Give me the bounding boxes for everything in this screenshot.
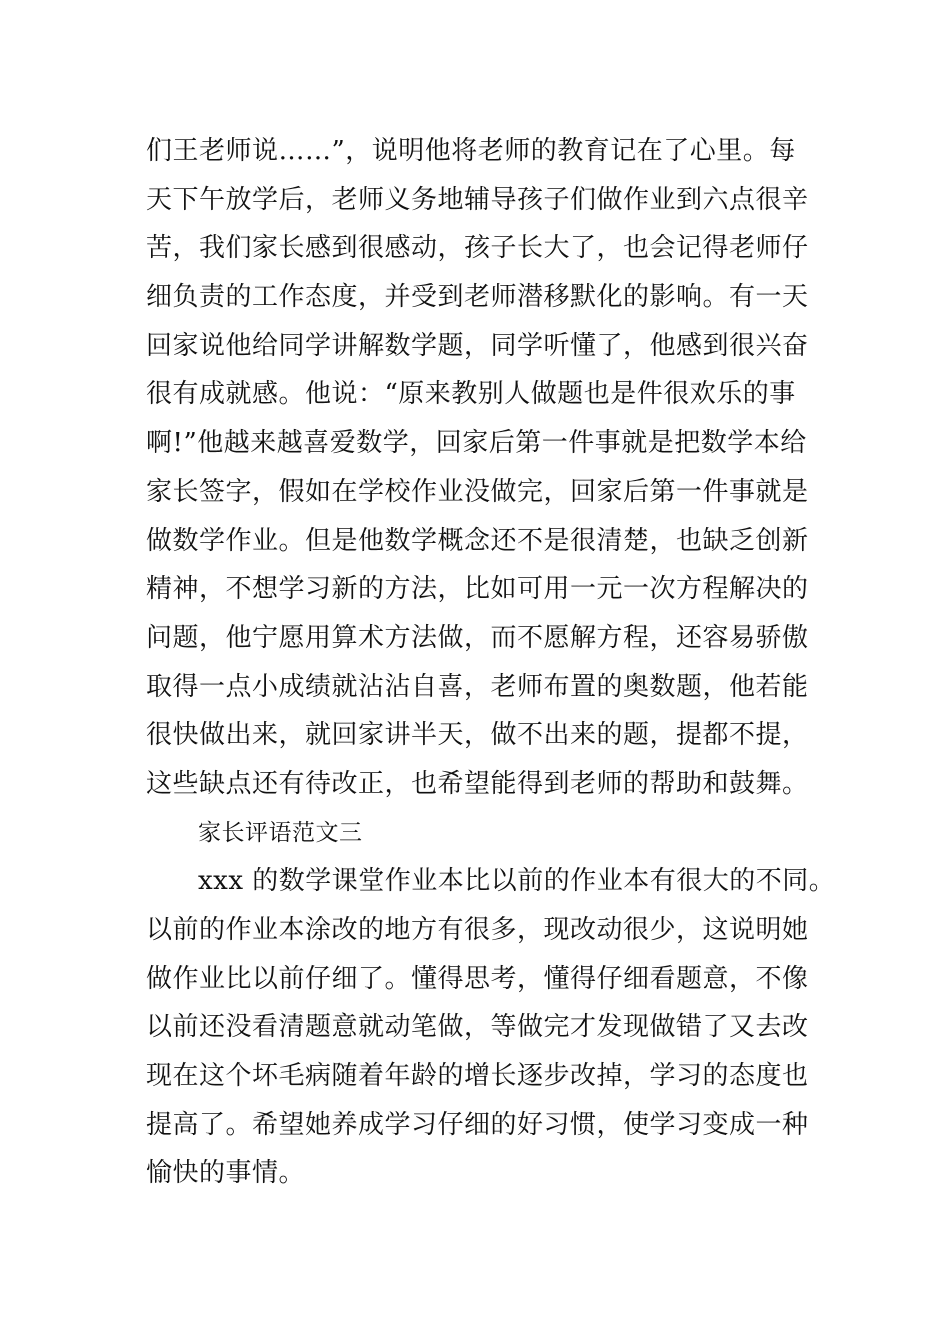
paragraph-1-line: 细负责的工作态度，并受到老师潜移默化的影响。有一天 xyxy=(146,282,809,313)
paragraph-1-line: 取得一点小成绩就沾沾自喜，老师布置的奥数题，他若能 xyxy=(146,671,809,702)
paragraph-2-line: 以前还没看清题意就动笔做，等做完才发现做错了又去改 xyxy=(146,1012,809,1043)
paragraph-2-line: 现在这个坏毛病随着年龄的增长逐步改掉，学习的态度也 xyxy=(146,1061,809,1092)
paragraph-1-line: 家长签字，假如在学校作业没做完，回家后第一件事就是 xyxy=(146,476,809,507)
paragraph-2-line: 提高了。希望她养成学习仔细的好习惯，使学习变成一种 xyxy=(146,1109,809,1140)
paragraph-2-line: xxx 的数学课堂作业本比以前的作业本有很大的不同。 xyxy=(198,866,836,897)
paragraph-1-line: 这些缺点还有待改正，也希望能得到老师的帮助和鼓舞。 xyxy=(146,768,809,799)
paragraph-1-line: 很快做出来，就回家讲半天，做不出来的题，提都不提， xyxy=(146,720,809,751)
paragraph-1-line: 问题，他宁愿用算术方法做，而不愿解方程，还容易骄傲 xyxy=(146,622,809,653)
paragraph-2-line: 愉快的事情。 xyxy=(146,1158,306,1189)
paragraph-2-line: 做作业比以前仔细了。懂得思考，懂得仔细看题意，不像 xyxy=(146,963,809,994)
paragraph-1-line: 精神，不想学习新的方法，比如可用一元一次方程解决的 xyxy=(146,574,809,605)
paragraph-1-line: 很有成就感。他说：“原来教别人做题也是件很欢乐的事 xyxy=(146,379,796,410)
paragraph-1-line: 做数学作业。但是他数学概念还不是很清楚，也缺乏创新 xyxy=(146,525,809,556)
paragraph-1-line: 啊!”他越来越喜爱数学，回家后第一件事就是把数学本给 xyxy=(146,428,807,459)
document-body xyxy=(146,127,836,1198)
paragraph-1-line: 天下午放学后，老师义务地辅导孩子们做作业到六点很辛 xyxy=(146,184,809,215)
section-heading: 家长评语范文三 xyxy=(198,819,363,846)
paragraph-1-line: 苦，我们家长感到很感动，孩子长大了，也会记得老师仔 xyxy=(146,233,809,264)
paragraph-2-line: 以前的作业本涂改的地方有很多，现改动很少，这说明她 xyxy=(146,915,809,945)
paragraph-1-line: 们王老师说……”，说明他将老师的教育记在了心里。每 xyxy=(146,136,796,166)
paragraph-1-line: 回家说他给同学讲解数学题，同学听懂了，他感到很兴奋 xyxy=(146,330,809,361)
